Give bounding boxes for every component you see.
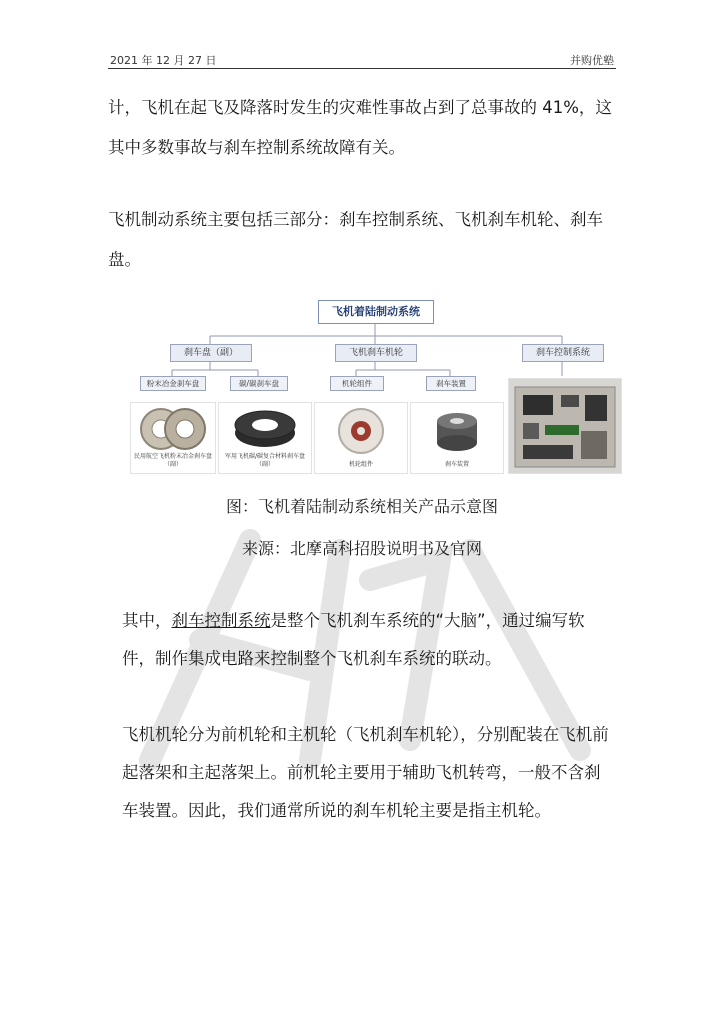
wheel-assembly-photo [314, 402, 408, 474]
wheel-icon [315, 403, 407, 457]
circuit-board-icon [509, 379, 621, 473]
paragraph-4: 飞机机轮分为前机轮和主机轮（飞机刹车机轮），分别配装在飞机前起落架和主起落架上。前机轮主要用于辅助飞机转弯，一般不含刹车装置。因此，我们通常所说的刹车机轮主要是指主机轮。 [122, 725, 609, 820]
header-date: 2021 年 12 月 27 日 [110, 54, 217, 67]
powder-disc-photo [130, 402, 216, 474]
wheel-assembly-caption: 机轮组件 [348, 461, 373, 468]
diagram-node-brake-device: 刹车装置 [426, 376, 476, 391]
diagram-node-powder-disc: 粉末冶金刹车盘 [140, 376, 206, 391]
page-header [108, 52, 616, 69]
brake-device-icon [411, 403, 503, 457]
brake-device-photo [410, 402, 504, 474]
paragraph-3-lead: 其中， [122, 611, 172, 630]
paragraph-1: 计，飞机在起飞及降落时发生的灾难性事故占到了总事故的 41%，这其中多数事故与刹车控制系统故障有关。 [108, 98, 612, 157]
diagram-node-brake-control: 刹车控制系统 [522, 344, 604, 362]
brake-device-caption: 刹车装置 [444, 461, 469, 468]
carbon-disc-photo [218, 402, 312, 474]
carbon-disc-icon [219, 403, 311, 457]
brake-disc-icon [131, 403, 215, 457]
diagram-node-wheel-assembly: 机轮组件 [330, 376, 384, 391]
figure-source: 来源：北摩高科招股说明书及官网 [241, 539, 482, 558]
header-brand: 并购优塾 [570, 54, 614, 67]
brake-control-term: 刹车控制系统 [171, 611, 271, 630]
paragraph-3 [122, 602, 612, 678]
carbon-disc-caption: 军用飞机碳/碳复合材料刹车盘（副） [224, 453, 306, 468]
figure-caption: 图：飞机着陆制动系统相关产品示意图 [225, 497, 498, 516]
diagram-node-carbon-disc: 碳/碳刹车盘 [230, 376, 288, 391]
paragraph-3-rest: 是整个飞机刹车系统的“大脑”，通过编写软件，制作集成电路来控制整个飞机刹车系统的联动。 [122, 611, 585, 668]
brake-control-photo [508, 378, 622, 474]
diagram-root: 飞机着陆制动系统 [318, 300, 434, 324]
powder-disc-caption: 民用航空飞机粉末冶金刹车盘（副） [133, 453, 212, 468]
paragraph-2: 飞机制动系统主要包括三部分：刹车控制系统、飞机刹车机轮、刹车盘。 [108, 210, 603, 269]
diagram-node-brake-wheel: 飞机刹车机轮 [335, 344, 417, 362]
diagram-node-brake-disc: 刹车盘（副） [170, 344, 252, 362]
braking-system-diagram [128, 296, 622, 474]
